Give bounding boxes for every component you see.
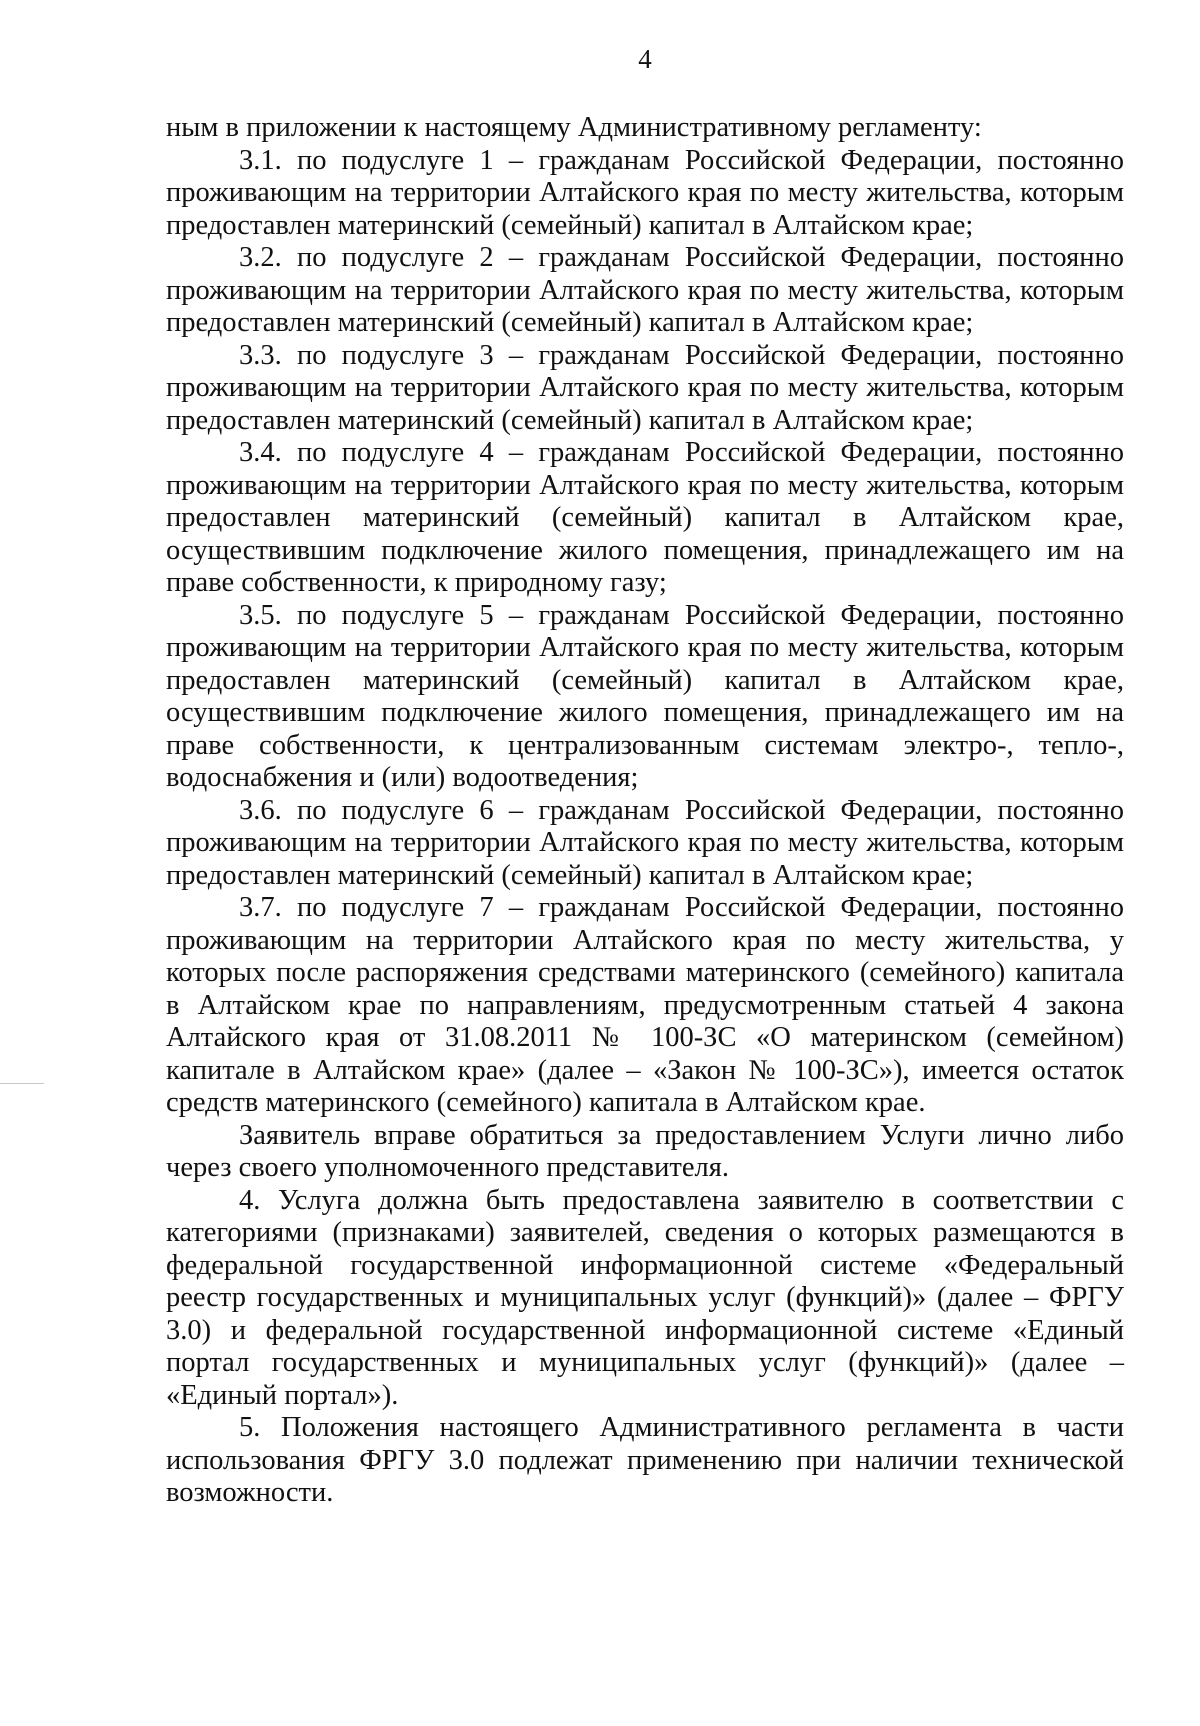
paragraph-applicant: Заявитель вправе обратиться за предоставлением Услуги лично либо через своего уполномоченного представителя.	[166, 1119, 1124, 1183]
paragraph-3-6: 3.6. по подуслуге 6 – гражданам Российской Федерации, постоянно проживающим на территории Алтайского края по месту жительства, которым предоставлен материнский (семейный) капитал в Алтайском крае;	[166, 794, 1124, 891]
paragraph-3-1: 3.1. по подуслуге 1 – гражданам Российской Федерации, постоянно проживающим на территории Алтайского края по месту жительства, которым предоставлен материнский (семейный) капитал в Алтайском крае;	[166, 144, 1124, 241]
paragraph-5: 5. Положения настоящего Административного регламента в части использования ФРГУ 3.0 подлежат применению при наличии технической возможности.	[166, 1412, 1124, 1508]
scan-edge-mark	[0, 1083, 44, 1084]
document-body	[166, 112, 1124, 1510]
page-number: 4	[638, 44, 652, 74]
paragraph-3-2: 3.2. по подуслуге 2 – гражданам Российской Федерации, постоянно проживающим на территории Алтайского края по месту жительства, которым предоставлен материнский (семейный) капитал в Алтайском крае;	[166, 242, 1124, 338]
paragraph-3-5: 3.5. по подуслуге 5 – гражданам Российской Федерации, постоянно проживающим на территории Алтайского края по месту жительства, которым предоставлен материнский (семейный) капитал в Алтайском крае, осуществившим подключение жилого помещения, принадлежащего им на праве собственности, к централизованным системам электро-, тепло-, водоснабжения и (или) водоотведения;	[166, 599, 1124, 793]
paragraph-3-3: 3.3. по подуслуге 3 – гражданам Российской Федерации, постоянно проживающим на территории Алтайского края по месту жительства, которым предоставлен материнский (семейный) капитал в Алтайском крае;	[166, 339, 1124, 436]
paragraph-3-4: 3.4. по подуслуге 4 – гражданам Российской Федерации, постоянно проживающим на территории Алтайского края по месту жительства, которым предоставлен материнский (семейный) капитал в Алтайском крае, осуществившим подключение жилого помещения, принадлежащего им на праве собственности, к природному газу;	[166, 437, 1124, 598]
paragraph-continuation: ным в приложении к настоящему Административному регламенту:	[166, 112, 982, 143]
paragraph-3-7: 3.7. по подуслуге 7 – гражданам Российской Федерации, постоянно проживающим на территории Алтайского края по месту жительства, у которых после распоряжения средствами материнского (семейного) капитала в Алтайском крае по направлениям, предусмотренным статьей 4 закона Алтайского края от 31.08.2011 № 100-ЗС «О материнском (семейном) капитале в Алтайском крае» (далее – «Закон № 100-ЗС»), имеется остаток средств материнского (семейного) капитала в Алтайском крае.	[166, 892, 1124, 1118]
paragraph-4: 4. Услуга должна быть предоставлена заявителю в соответствии с категориями (признаками) заявителей, сведения о которых размещаются в федеральной государственной информационной системе «Федеральный реестр государственных и муниципальных услуг (функций)» (далее – ФРГУ 3.0) и федеральной государственной информационной системе «Единый портал государственных и муниципальных услуг (функций)» (далее – «Единый портал»).	[166, 1184, 1124, 1411]
